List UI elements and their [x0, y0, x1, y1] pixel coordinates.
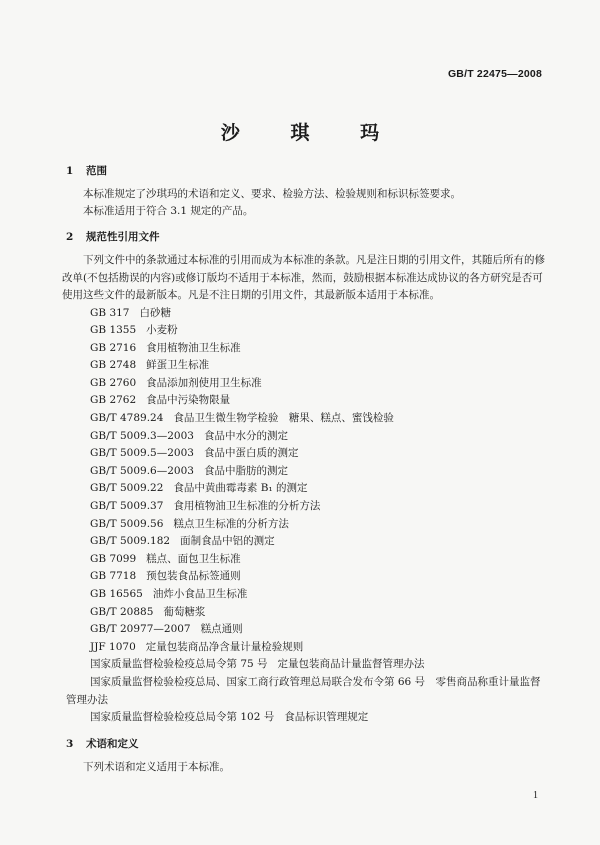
reference-item: [90, 305, 552, 323]
reference-name: 食品卫生微生物学检验 糖果、糕点、蜜饯检验: [173, 412, 394, 425]
reference-item: [90, 428, 552, 446]
reference-name: 糕点卫生标准的分析方法: [173, 517, 289, 530]
reference-name: 食品中脂肪的测定: [203, 464, 288, 477]
reference-item: [90, 410, 552, 428]
reference-list: [62, 305, 552, 727]
section-1-number: 1: [66, 165, 74, 177]
reference-name: 白砂糖: [139, 306, 171, 319]
reference-code: GB 7099: [90, 552, 137, 565]
reference-name: 面制食品中铝的测定: [180, 535, 275, 548]
reference-item: [90, 480, 552, 498]
section-2-heading: [62, 228, 552, 246]
reference-code: GB/T 5009.5—2003: [90, 447, 194, 460]
reference-code: GB 317: [90, 306, 130, 319]
section-2-intro: 下列文件中的条款通过本标准的引用而成为本标准的条款。凡是注日期的引用文件，其随后所有的修改单(不包括勘误的内容)或修订版均不适用于本标准，然而，鼓励根据本标准达成协议的各方研究是否可使用这些文件的最新版本。凡是不注日期的引用文件，其最新版本适用于本标准。: [62, 254, 545, 301]
reference-item: [90, 586, 552, 604]
section-1-heading: [62, 162, 552, 180]
section-1-para-1: 本标准规定了沙琪玛的术语和定义、要求、检验方法、检验规则和标识标签要求。: [83, 188, 461, 200]
section-1-para-2: 本标准适用于符合 3.1 规定的产品。: [83, 205, 254, 217]
reference-code: GB/T 5009.56: [90, 517, 164, 530]
page-number: 1: [533, 790, 538, 801]
reference-item: [90, 656, 552, 674]
reference-name: 定量包装商品计量监督管理办法: [277, 658, 425, 671]
reference-name: 食用植物油卫生标准: [146, 341, 241, 354]
reference-item-wrapped: [66, 674, 552, 709]
reference-code: GB 16565: [90, 588, 143, 600]
reference-name: 定量包装商品净含量计量检验规则: [145, 640, 304, 653]
reference-item: [90, 375, 552, 393]
reference-item: [90, 568, 552, 586]
section-2-number: 2: [66, 231, 74, 243]
reference-item: [90, 709, 552, 727]
reference-code: 国家质量监督检验检疫总局令第 102 号: [90, 711, 275, 724]
reference-code: GB 1355: [90, 324, 137, 337]
reference-name: 食品中黄曲霉毒素 B₁ 的测定: [173, 482, 308, 495]
reference-name: 葡萄糖浆: [163, 605, 206, 618]
reference-item: [90, 463, 552, 481]
reference-name: 食品标识管理规定: [284, 711, 369, 724]
reference-code: GB/T 20977—2007: [90, 623, 191, 636]
reference-code: JJF 1070: [90, 640, 136, 653]
reference-name: 小麦粉: [146, 324, 178, 337]
reference-item: [90, 639, 552, 657]
reference-item: [90, 551, 552, 569]
reference-code: GB/T 5009.37: [90, 500, 164, 513]
reference-code: GB 2762: [90, 394, 137, 407]
reference-item: [90, 322, 552, 340]
reference-name: 食品中污染物限量: [146, 394, 231, 407]
document-body: [62, 162, 552, 776]
reference-item: [90, 340, 552, 358]
reference-name: 食品中水分的测定: [203, 429, 288, 442]
reference-code: 国家质量监督检验检疫总局令第 75 号: [90, 658, 268, 671]
reference-name: 食品中蛋白质的测定: [203, 447, 299, 460]
reference-name: 糕点通则: [200, 623, 243, 636]
reference-name: 预包装食品标签通则: [146, 570, 241, 583]
reference-wrapped-line-1: 国家质量监督检验检疫总局、国家工商行政管理总局联合发布令第 66 号 零售商品称重计量监督: [90, 675, 541, 688]
reference-code: GB/T 5009.182: [90, 535, 171, 548]
section-3-para-1: 下列术语和定义适用于本标准。: [83, 760, 230, 773]
section-1-title: 范围: [86, 165, 107, 177]
section-2-title: 规范性引用文件: [86, 231, 160, 243]
reference-code: GB 2760: [90, 376, 137, 389]
reference-name: 食用植物油卫生标准的分析方法: [173, 500, 321, 513]
reference-name: 食品添加剂使用卫生标准: [146, 376, 262, 389]
section-3-title: 术语和定义: [86, 737, 139, 750]
reference-wrapped-line-2: 管理办法: [66, 693, 108, 706]
reference-item: [90, 498, 552, 516]
standard-code: GB/T 22475—2008: [447, 68, 542, 80]
reference-code: GB/T 5009.22: [90, 482, 164, 495]
reference-item: [90, 392, 552, 410]
reference-item: [90, 604, 552, 622]
reference-item: [90, 621, 552, 639]
reference-item: [90, 533, 552, 551]
section-3-number: 3: [66, 737, 74, 750]
reference-name: 鲜蛋卫生标准: [146, 359, 210, 372]
reference-code: GB/T 5009.6—2003: [90, 464, 194, 477]
reference-code: GB 2748: [90, 359, 137, 372]
reference-code: GB 7718: [90, 570, 137, 583]
reference-item: [90, 516, 552, 534]
document-title: 沙 琪 玛: [220, 122, 402, 144]
reference-name: 糕点、面包卫生标准: [146, 552, 241, 565]
reference-name: 油炸小食品卫生标准: [152, 588, 248, 600]
reference-code: GB/T 5009.3—2003: [90, 429, 194, 442]
reference-code: GB 2716: [90, 341, 137, 354]
reference-item: [90, 357, 552, 375]
reference-code: GB/T 20885: [90, 605, 154, 618]
reference-item: [90, 445, 552, 463]
reference-code: GB/T 4789.24: [90, 412, 164, 425]
section-3-heading: [62, 735, 552, 753]
